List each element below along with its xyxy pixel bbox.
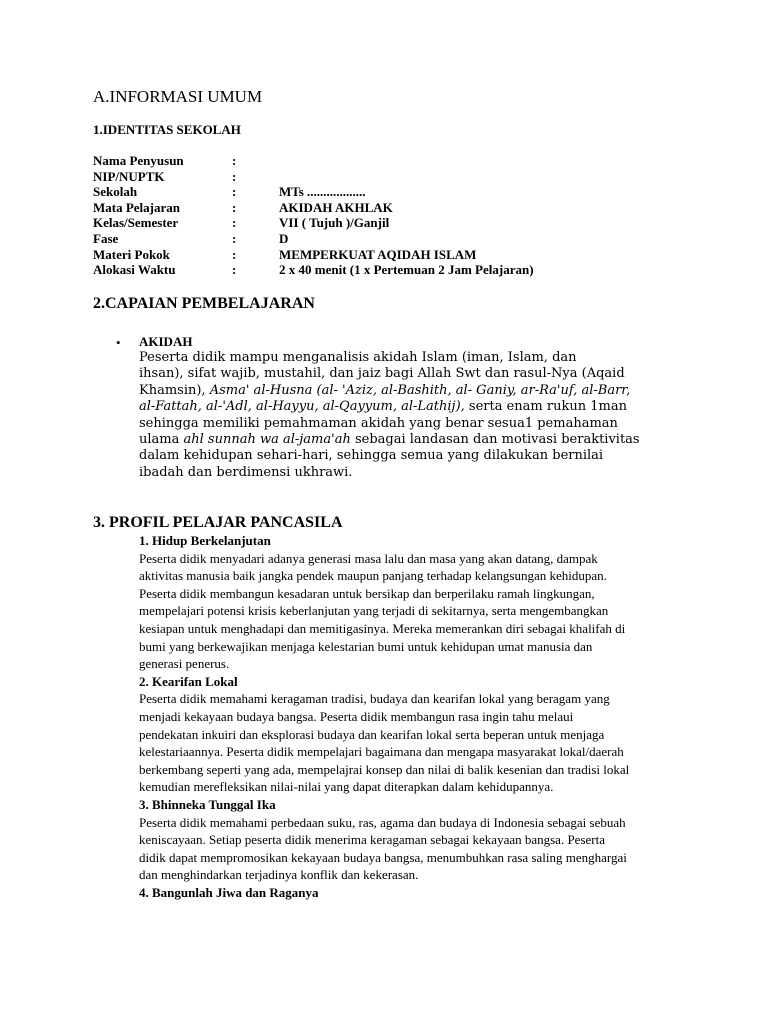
identity-value: 2 x 40 menit (1 x Pertemuan 2 Jam Pelajaran)	[279, 262, 534, 278]
akidah-title: AKIDAH	[139, 334, 193, 349]
identity-row-alokasi-waktu	[93, 262, 693, 278]
profil-line: menjadi kekayaan budaya bangsa. Peserta didik membangun rasa ingin tahu melaui	[139, 708, 574, 724]
profil-line: mempelajari potensi krisis keberlanjutan yang terjadi di sekitarnya, serta mengembangkan	[139, 603, 609, 619]
line-text: sehingga memiliki pemahmaman akidah yang benar sesua1 pemahaman	[139, 415, 618, 431]
line-text-italic: ahl sunnah wa al-jama'ah	[183, 431, 351, 447]
profil-line: Peserta didik memahami keragaman tradisi, budaya dan kearifan lokal yang beragam yang	[139, 691, 610, 707]
identity-subtitle: 1.IDENTITAS SEKOLAH	[93, 122, 241, 137]
identity-label: Mata Pelajaran	[93, 199, 181, 215]
identity-colon: :	[232, 246, 237, 262]
profil-heading: 4. Bangunlah Jiwa dan Raganya	[139, 884, 319, 900]
profil-heading: 3. Bhinneka Tunggal Ika	[139, 796, 276, 812]
identity-label: Materi Pokok	[93, 246, 170, 262]
identity-value: MEMPERKUAT AQIDAH ISLAM	[279, 246, 477, 262]
identity-colon: :	[232, 184, 237, 200]
identity-colon: :	[232, 199, 237, 215]
identity-label: NIP/NUPTK	[93, 168, 165, 184]
identity-table	[93, 153, 693, 278]
identity-row-materi-pokok	[93, 247, 693, 263]
bullet-point: •	[116, 335, 121, 350]
line-text: dalam kehidupan sehari-hari, sehingga semua yang dilakukan bernilai	[139, 448, 604, 464]
profil-line: bumi yang berkewajikan menjaga kelestarian bumi untuk kehidupan umat manusia dan	[139, 638, 593, 654]
paragraph-line	[139, 416, 675, 432]
identity-label: Alokasi Waktu	[93, 262, 176, 278]
identity-label: Nama Penyusun	[93, 153, 184, 168]
section-3-title: 3. PROFIL PELAJAR PANCASILA	[93, 514, 343, 531]
profil-heading: 1. Hidup Berkelanjutan	[139, 533, 271, 548]
paragraph-line	[139, 350, 675, 366]
paragraph-line	[139, 366, 675, 382]
identity-row-sekolah	[93, 184, 693, 200]
profil-line: Peserta didik membangun kesadaran untuk bersikap dan berperilaku ramah lingkungan,	[139, 585, 595, 601]
identity-label: Kelas/Semester	[93, 215, 179, 231]
profil-line: didik dapat mempromosikan kekayaan budaya bangsa, menumbuhkan rasa saling menghargai	[139, 849, 627, 865]
profil-line: kesiapan untuk menghadapi dan memitigasinya. Mereka memerankan diri sebagai khalifah di	[139, 620, 626, 636]
line-text: ibadah dan berdimensi ukhrawi.	[139, 464, 353, 480]
line-text: ihsan), sifat wajib, mustahil, dan jaiz bagi Allah Swt dan rasul-Nya (Aqaid	[139, 366, 625, 382]
identity-row-kelas-semester	[93, 215, 693, 231]
identity-value: MTs ..................	[279, 184, 366, 200]
identity-colon: :	[232, 168, 237, 184]
identity-row-mata-pelajaran	[93, 200, 693, 216]
profil-line: aktivitas manusia baik jangka pendek maupun panjang terhadap kelangsungan kehidupan.	[139, 568, 607, 584]
line-text-italic: Asma' al-Husna (al- 'Aziz, al-Bashith, al- Ganiy, ar-Ra'uf, al-Barr,	[209, 382, 631, 398]
identity-label: Sekolah	[93, 184, 138, 200]
profil-line: dan menghindarkan terjadinya konflik dan kekerasan.	[139, 867, 419, 883]
profil-line: kemudian merefleksikan nilai-nilai yang dapat diterapkan dalam kehidupannya.	[139, 779, 554, 795]
line-text: sebagai landasan dan motivasi beraktivitas	[354, 431, 640, 447]
profil-list	[139, 532, 679, 901]
identity-row-nama-penyusun	[93, 153, 693, 169]
line-text: ulama	[139, 431, 180, 447]
line-text: Khamsin),	[139, 382, 206, 398]
identity-colon: :	[232, 153, 237, 168]
profil-line: pendekatan inkuiri dan eksplorasi budaya dan kearifan lokal serta beperan untuk menjaga	[139, 726, 605, 742]
identity-colon: :	[232, 215, 237, 231]
paragraph-line	[139, 448, 675, 464]
line-text: Peserta didik mampu menganalisis akidah Islam (iman, Islam, dan	[139, 350, 577, 365]
section-a-title: A.INFORMASI UMUM	[93, 87, 263, 106]
profil-heading: 2. Kearifan Lokal	[139, 673, 238, 689]
profil-line: berkembang seperti yang ada, mempelajrai konsep dan nilai di balik kesenian dan tradisi lokal	[139, 761, 630, 777]
paragraph-line	[139, 383, 675, 399]
identity-value: AKIDAH AKHLAK	[279, 199, 393, 215]
line-text: serta enam rukun 1man	[468, 399, 627, 415]
identity-value: D	[279, 230, 289, 246]
profil-line: Peserta didik memahami perbedaan suku, ras, agama dan budaya di Indonesia sebagai sebuah	[139, 814, 626, 830]
paragraph-line	[139, 432, 675, 448]
line-text-italic: al-Fattah, al-'Adl, al-Hayyu, al-Qayyum, al-Lathij),	[139, 399, 465, 415]
identity-row-nip	[93, 169, 693, 185]
identity-label: Fase	[93, 230, 119, 246]
identity-value: VII ( Tujuh )/Ganjil	[279, 215, 390, 231]
profil-line: kelestariaannya. Peserta didik mempelajari bagaimana dan mengapa masyarakat lokal/daerah	[139, 744, 624, 760]
paragraph-line	[139, 399, 675, 415]
profil-line: Peserta didik menyadari adanya generasi masa lalu dan masa yang akan datang, dampak	[139, 550, 598, 566]
identity-row-fase	[93, 231, 693, 247]
paragraph-line	[139, 465, 675, 481]
profil-line: keniscayaan. Setiap peserta didik menerima keragaman sebagai kekayaan bangsa. Peserta	[139, 832, 605, 848]
identity-colon: :	[232, 262, 237, 278]
section-2-title: 2.CAPAIAN PEMBELAJARAN	[93, 295, 315, 312]
identity-colon: :	[232, 230, 237, 246]
profil-line: generasi penerus.	[139, 656, 230, 672]
akidah-paragraph	[139, 350, 675, 481]
